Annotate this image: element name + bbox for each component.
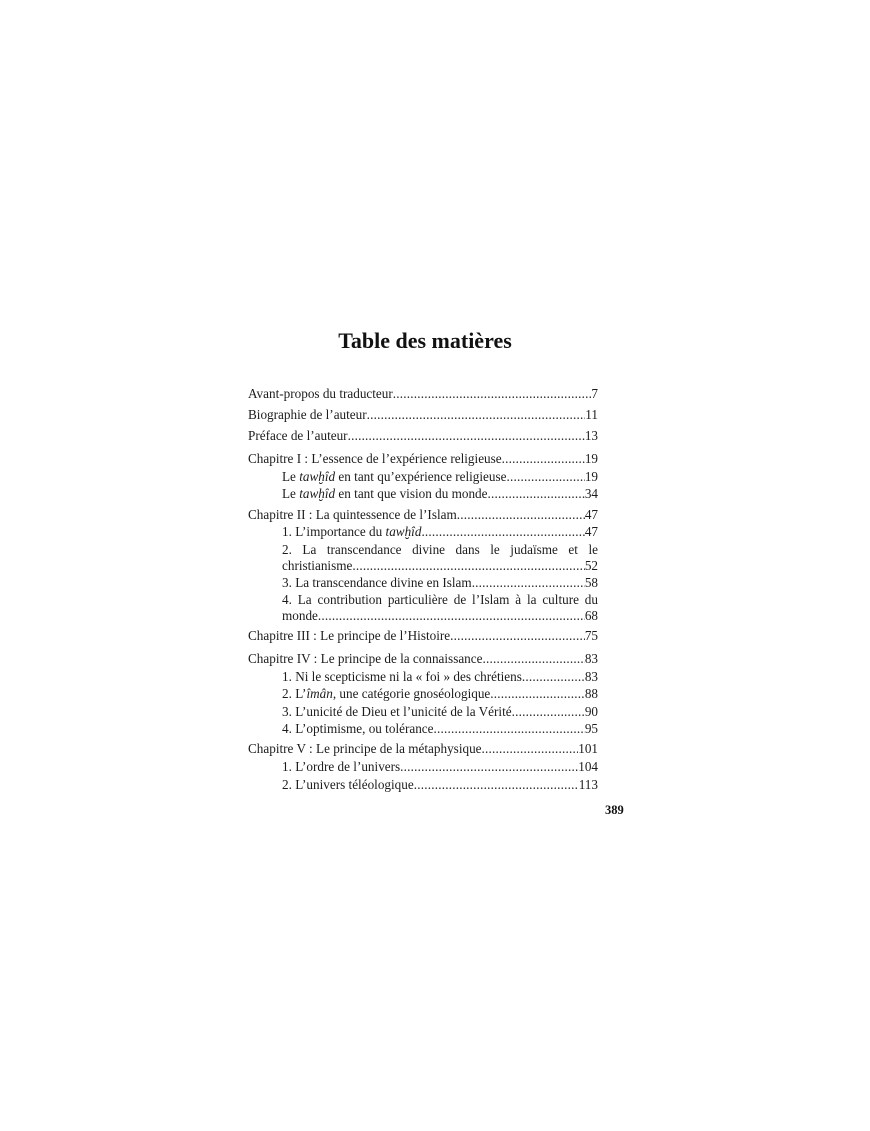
leader-dots: [512, 703, 585, 721]
toc-page: 47: [584, 524, 598, 539]
toc-label: Chapitre III : Le principe de l’Histoire: [248, 628, 451, 643]
toc-label: 1. L’ordre de l’univers: [282, 759, 401, 774]
leader-dots: [482, 740, 579, 758]
toc-label: christianisme: [282, 558, 353, 573]
toc-chapter: [248, 450, 598, 468]
toc-page: 11: [585, 407, 598, 422]
toc-subentry: [282, 468, 598, 486]
toc-subentry: [282, 776, 598, 794]
toc-subentry: [282, 485, 598, 503]
toc-label: Chapitre I : L’essence de l’expérience religieuse: [248, 451, 502, 466]
toc-subentry: [282, 523, 598, 541]
toc-page: 101: [578, 741, 598, 756]
toc-subentry-line2: [282, 557, 598, 575]
toc-subentry: [282, 720, 598, 738]
leader-dots: [490, 685, 585, 703]
toc-label: Avant-propos du traducteur: [248, 386, 393, 401]
leader-dots: [482, 650, 584, 668]
toc-label: 1. Ni le scepticisme ni la « foi » des chrétiens: [282, 669, 522, 684]
toc-page: 83: [584, 651, 598, 666]
toc-label: Chapitre II : La quintessence de l’Islam: [248, 507, 457, 522]
toc-chapter: [248, 650, 598, 668]
toc-page: 7: [591, 386, 598, 401]
toc-entry: [248, 385, 598, 403]
page-title: Table des matières: [338, 328, 512, 353]
leader-dots: [421, 523, 584, 541]
toc-label: monde: [282, 608, 318, 623]
toc-label: Le tawḫîd en tant que vision du monde: [282, 486, 488, 501]
toc-label: Biographie de l’auteur: [248, 407, 367, 422]
toc-entry: [248, 406, 598, 424]
toc-page: 52: [584, 558, 598, 573]
toc-label: 1. L’importance du tawḫîd: [282, 524, 422, 539]
leader-dots: [414, 776, 579, 794]
toc-subentry-line1: 4. La contribution particulière de l’Islam à la culture du: [282, 592, 598, 607]
toc-entry: [248, 427, 598, 445]
toc-page: 75: [584, 628, 598, 643]
leader-dots: [457, 506, 585, 524]
leader-dots: [367, 406, 586, 424]
toc-subentry: [282, 574, 598, 592]
toc-label: 3. L’unicité de Dieu et l’unicité de la Vérité: [282, 704, 512, 719]
toc-page: 19: [584, 469, 598, 484]
toc-subentry: [282, 703, 598, 721]
toc-chapter: [248, 740, 598, 758]
toc-label: Le tawḫîd en tant qu’expérience religieuse: [282, 469, 507, 484]
leader-dots: [318, 607, 585, 625]
toc-page: 113: [578, 777, 598, 792]
toc-page: 34: [584, 486, 598, 501]
toc-page: 88: [584, 686, 598, 701]
toc-page: 95: [584, 721, 598, 736]
leader-dots: [472, 574, 585, 592]
leader-dots: [450, 627, 585, 645]
leader-dots: [348, 427, 585, 445]
toc-chapter: [248, 506, 598, 524]
toc-page: 68: [584, 608, 598, 623]
toc-subentry: [282, 758, 598, 776]
leader-dots: [434, 720, 585, 738]
leader-dots: [400, 758, 578, 776]
toc-label: Préface de l’auteur: [248, 428, 348, 443]
leader-dots: [393, 385, 592, 403]
toc-label: 2. L’îmân, une catégorie gnoséologique: [282, 686, 491, 701]
toc-subentry: [282, 668, 598, 686]
toc-page: 47: [584, 507, 598, 522]
leader-dots: [488, 485, 585, 503]
leader-dots: [502, 450, 585, 468]
toc-subentry-line2: [282, 607, 598, 625]
toc-page: 90: [584, 704, 598, 719]
toc-page: 83: [584, 669, 598, 684]
toc-page: 104: [578, 759, 598, 774]
toc-label: Chapitre IV : Le principe de la connaissance: [248, 651, 483, 666]
toc-page: 58: [584, 575, 598, 590]
toc-label: 3. La transcendance divine en Islam: [282, 575, 472, 590]
toc-label: 2. L’univers téléologique: [282, 777, 414, 792]
toc-page: 19: [584, 451, 598, 466]
leader-dots: [506, 468, 584, 486]
toc-subentry: [282, 685, 598, 703]
toc-label: Chapitre V : Le principe de la métaphysique: [248, 741, 482, 756]
leader-dots: [352, 557, 584, 575]
toc-chapter: [248, 627, 598, 645]
toc-subentry-line1: 2. La transcendance divine dans le judaïsme et le: [282, 542, 598, 557]
leader-dots: [522, 668, 585, 686]
toc-label: 4. L’optimisme, ou tolérance: [282, 721, 434, 736]
page-number: 389: [605, 803, 624, 817]
toc-page: 13: [584, 428, 598, 443]
